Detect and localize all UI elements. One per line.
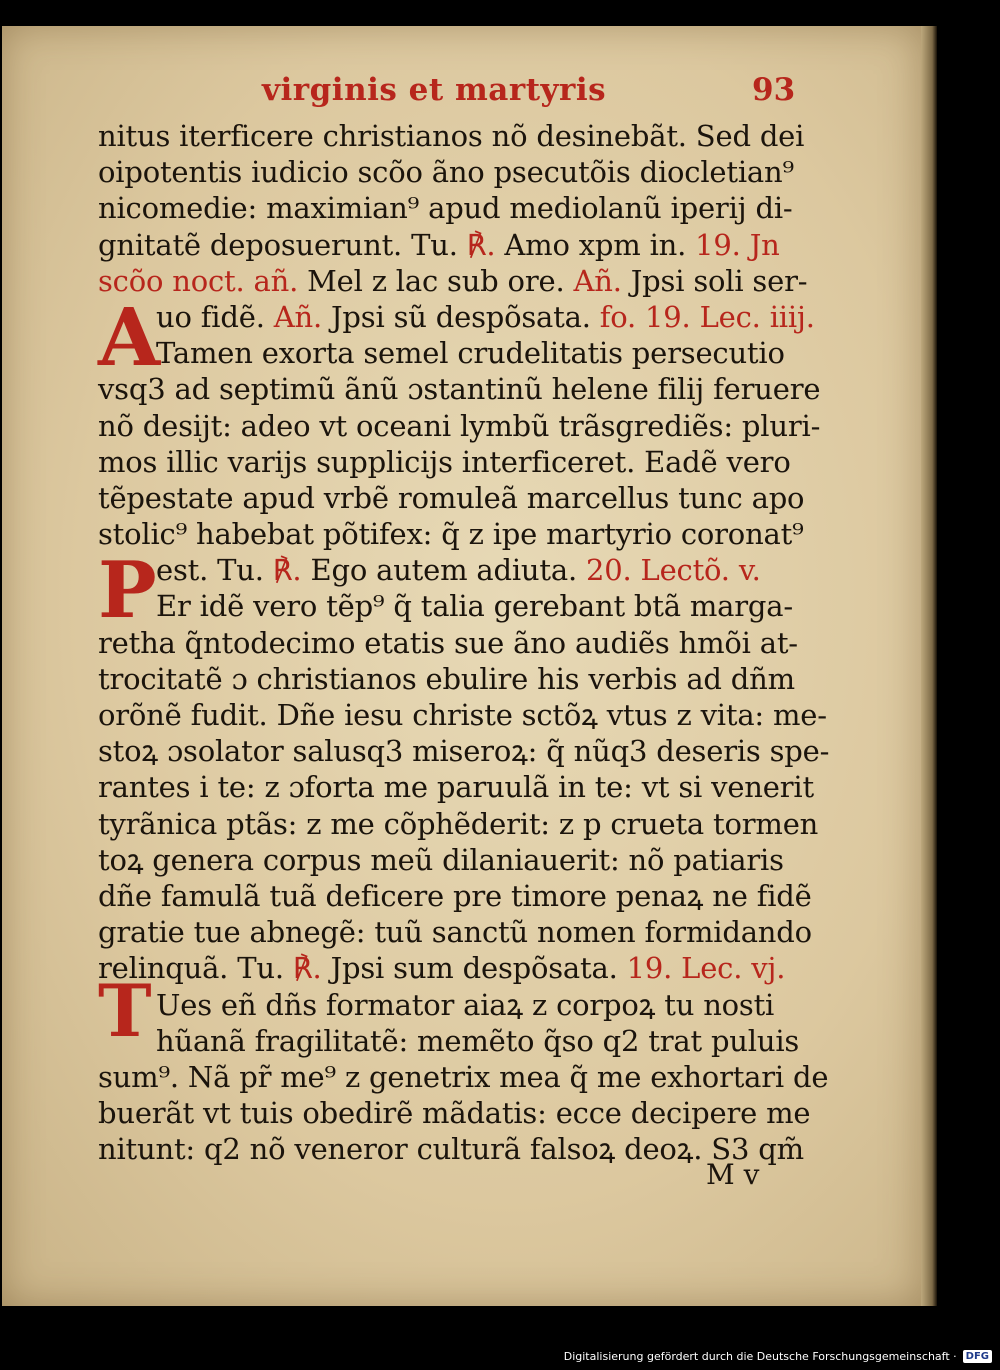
body-text: uo fidẽ. xyxy=(156,299,274,334)
text-line xyxy=(98,769,838,805)
body-text: Amo xpm in. xyxy=(495,227,696,262)
body-text: Er idẽ vero tẽp⁹ q̃ talia gerebant btã marga- xyxy=(156,589,793,624)
folio-number: 93 xyxy=(752,72,796,108)
initial-letter-a: A xyxy=(98,290,161,384)
text-line xyxy=(98,987,838,1023)
text-block xyxy=(98,118,838,1167)
text-line xyxy=(98,1095,838,1131)
initial-letter-p: P xyxy=(98,545,157,636)
text-line xyxy=(98,118,838,154)
text-line xyxy=(98,516,838,552)
body-text: stolic⁹ habebat põtifex: q̃ z ipe martyrio coronat⁹ xyxy=(98,517,804,552)
text-line xyxy=(98,154,838,190)
rubric-text: ℟. xyxy=(292,951,322,986)
body-text: retha q̃ntodecimo etatis sue ãno audiẽs hmõi at- xyxy=(98,625,798,660)
body-text: nicomedie: maximian⁹ apud mediolanũ iperij di- xyxy=(98,191,793,226)
text-line xyxy=(98,371,838,407)
rubric-text: 20. Lectõ. v. xyxy=(585,553,761,588)
body-text: nitunt: q2 nõ veneror culturã falsoꝝ deoꝝ. S3 qm̃ xyxy=(98,1132,804,1167)
text-line xyxy=(98,878,838,914)
body-text: dñe famulã tuã deficere pre timore penaꝝ ne fidẽ xyxy=(98,878,812,913)
text-line xyxy=(98,335,838,371)
body-text: Jpsi sũ despõsata. xyxy=(321,299,600,334)
text-line xyxy=(98,697,838,733)
body-text: Ues eñ dñs formator aiaꝝ z corpoꝝ tu nosti xyxy=(156,987,775,1022)
text-line xyxy=(98,625,838,661)
text-line xyxy=(98,914,838,950)
text-line xyxy=(98,263,838,299)
body-text: Jpsi sum despõsata. xyxy=(321,951,627,986)
body-text: oipotentis iudicio scõo ãno psecutõis diocletian⁹ xyxy=(98,155,794,190)
text-line xyxy=(98,950,838,986)
rubric-text: scõo noct. añ. xyxy=(98,263,299,298)
running-head: virginis et martyris xyxy=(262,72,607,108)
body-text: gratie tue abnegẽ: tuũ sanctũ nomen formidando xyxy=(98,915,812,950)
page-header xyxy=(0,72,1000,112)
rubric-text: Añ. xyxy=(273,299,322,334)
body-text: nõ desijt: adeo vt oceani lymbũ trãsgrediẽs: pluri- xyxy=(98,408,821,443)
body-text: gnitatẽ deposuerunt. Tu. xyxy=(98,227,467,262)
body-text: trocitatẽ ɔ christianos ebulire his verbis ad dñm xyxy=(98,661,795,696)
body-text: sum⁹. Nã pr̃ me⁹ z genetrix mea q̃ me exhortari de xyxy=(98,1059,829,1094)
text-line xyxy=(98,480,838,516)
text-line xyxy=(98,1023,838,1059)
initial-letter-t: T xyxy=(98,968,152,1053)
rubric-text: ℟. xyxy=(466,227,496,262)
body-text: stoꝝ ɔsolator salusq3 miseroꝝ: q̃ nũq3 deseris spe- xyxy=(98,734,830,769)
body-text: vsq3 ad septimũ ãnũ ɔstantinũ helene filij feruere xyxy=(98,372,821,407)
catchword: M v xyxy=(706,1158,760,1191)
body-text: toꝝ genera corpus meũ dilaniauerit: nõ patiaris xyxy=(98,842,784,877)
text-line xyxy=(98,190,838,226)
body-text: Mel z lac sub ore. xyxy=(298,263,574,298)
body-text: mos illic varijs supplicijs interficeret. Eadẽ vero xyxy=(98,444,791,479)
footer xyxy=(564,1346,992,1366)
text-line xyxy=(98,1059,838,1095)
text-line xyxy=(98,733,838,769)
dfg-logo: DFG xyxy=(963,1350,992,1363)
text-line xyxy=(98,588,838,624)
text-line xyxy=(98,842,838,878)
text-line xyxy=(98,552,838,588)
body-text: tyrãnica ptãs: z me cõphẽderit: z p crueta tormen xyxy=(98,806,819,841)
rubric-text: 19. Lec. vj. xyxy=(626,951,786,986)
body-text: hũanã fragilitatẽ: memẽto q̃so q2 trat puluis xyxy=(156,1023,800,1058)
body-text: Ego autem adiuta. xyxy=(301,553,586,588)
body-text: Tamen exorta semel crudelitatis persecutio xyxy=(156,336,785,371)
text-line xyxy=(98,408,838,444)
body-text: tẽpestate apud vrbẽ romuleã marcellus tunc apo xyxy=(98,480,805,515)
text-line xyxy=(98,661,838,697)
rubric-text: fo. 19. Lec. iiij. xyxy=(599,299,815,334)
rubric-text: 19. Jn xyxy=(695,227,780,262)
funding-credit: Digitalisierung gefördert durch die Deutsche Forschungsgemeinschaft · xyxy=(563,1349,957,1363)
body-text: orõnẽ fudit. Dñe iesu christe sctõꝝ vtus z vita: me- xyxy=(98,698,827,732)
rubric-text: Añ. xyxy=(573,263,622,298)
body-text: rantes i te: z ɔforta me paruulã in te: vt si venerit xyxy=(98,770,814,805)
body-text: buerãt vt tuis obedirẽ mãdatis: ecce decipere me xyxy=(98,1096,811,1131)
body-text: nitus iterficere christianos nõ desinebãt. Sed dei xyxy=(98,119,805,153)
body-text: Jpsi soli ser- xyxy=(621,263,808,298)
body-text: relinquã. Tu. xyxy=(98,951,293,986)
text-line xyxy=(98,227,838,263)
text-line xyxy=(98,444,838,480)
rubric-text: ℟. xyxy=(272,553,302,588)
body-text: est. Tu. xyxy=(156,553,273,588)
text-line xyxy=(98,299,838,335)
text-line xyxy=(98,806,838,842)
